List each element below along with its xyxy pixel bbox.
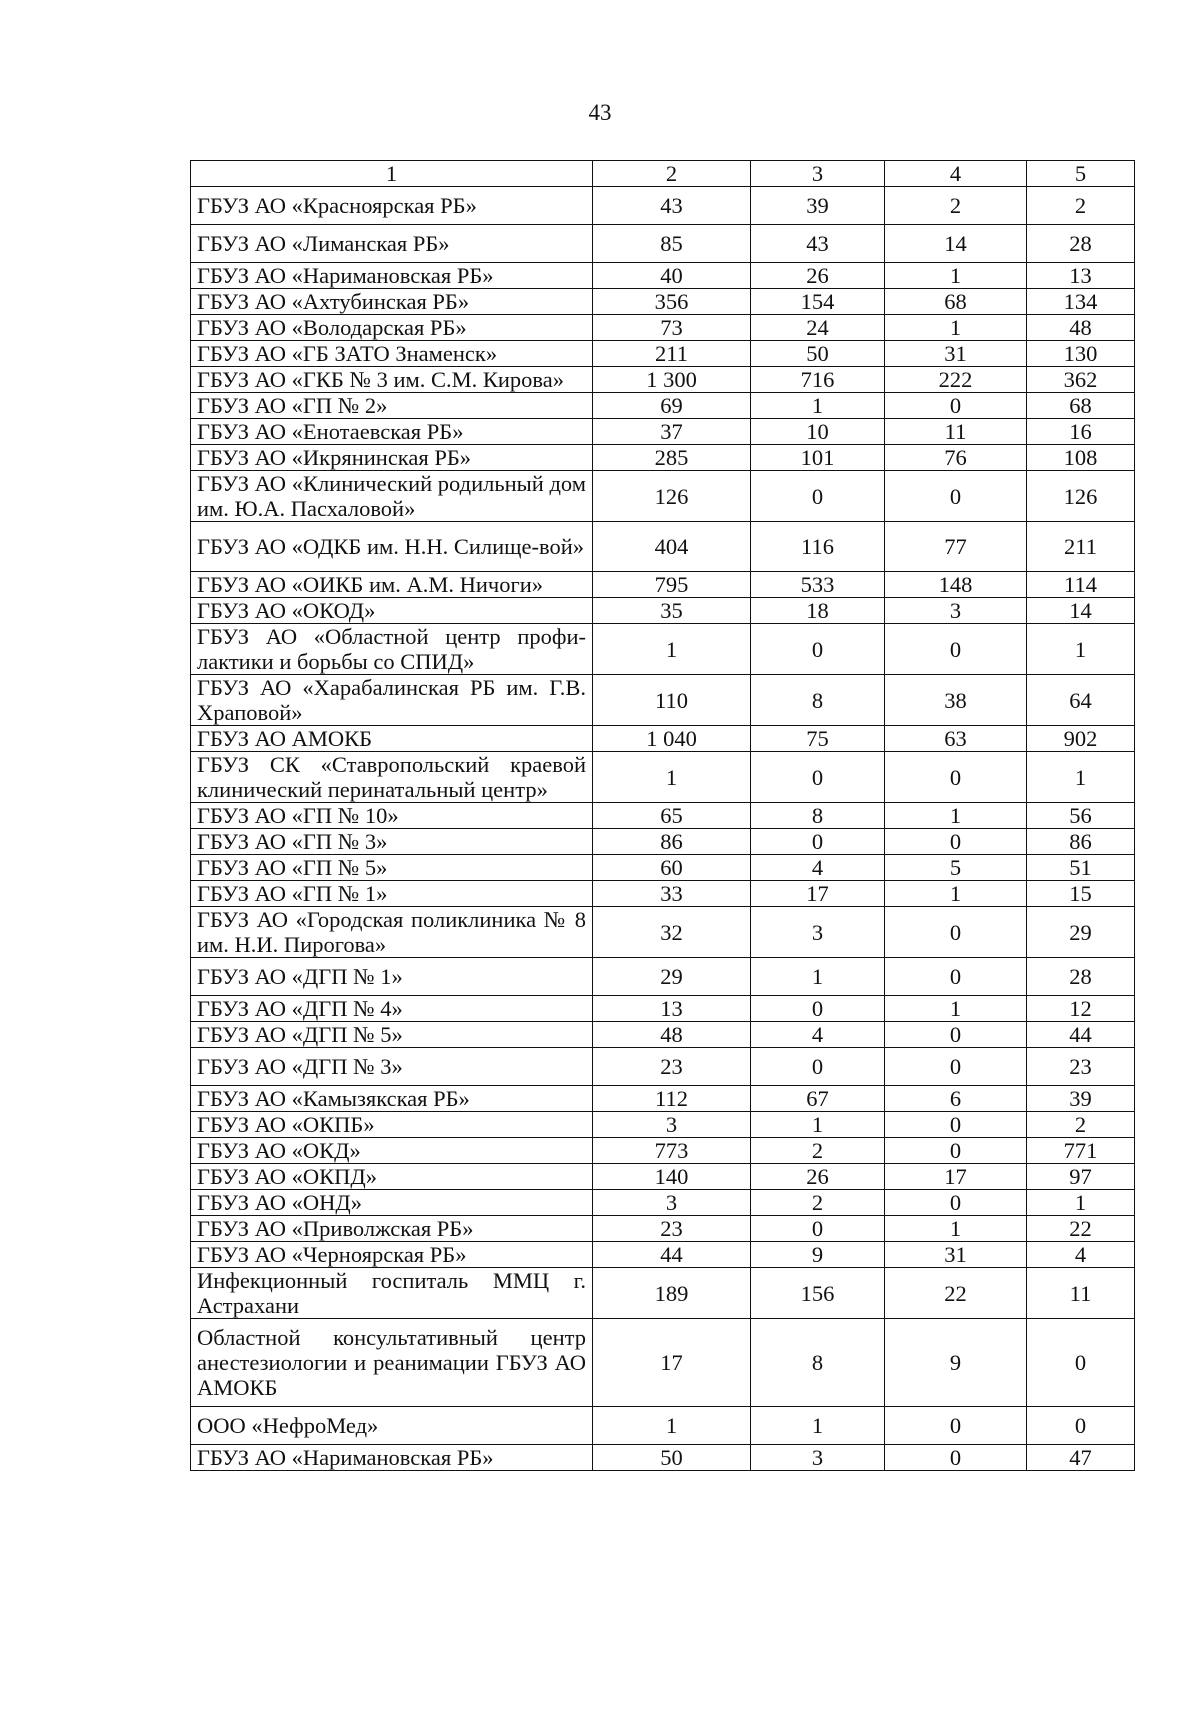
value-cell-5: 114 <box>1027 572 1135 598</box>
value-cell-3: 533 <box>751 572 885 598</box>
name-cell: ГБУЗ АО «ДГП № 3» <box>191 1048 593 1086</box>
name-cell: ГБУЗ АО «ОКД» <box>191 1138 593 1164</box>
name-cell: ГБУЗ АО «ОДКБ им. Н.Н. Силище-вой» <box>191 522 593 572</box>
value-cell-5: 16 <box>1027 419 1135 445</box>
value-cell-2: 140 <box>593 1164 751 1190</box>
value-cell-2: 29 <box>593 958 751 996</box>
value-cell-3: 101 <box>751 445 885 471</box>
value-cell-5: 15 <box>1027 881 1135 907</box>
value-cell-2: 1 040 <box>593 726 751 752</box>
value-cell-2: 404 <box>593 522 751 572</box>
value-cell-2: 35 <box>593 598 751 624</box>
value-cell-2: 189 <box>593 1268 751 1319</box>
value-cell-2: 795 <box>593 572 751 598</box>
table-row <box>191 1112 1135 1138</box>
name-cell: ГБУЗ АО «ДГП № 4» <box>191 996 593 1022</box>
value-cell-5: 68 <box>1027 393 1135 419</box>
table-row <box>191 572 1135 598</box>
value-cell-4: 76 <box>885 445 1027 471</box>
value-cell-5: 2 <box>1027 1112 1135 1138</box>
table-row <box>191 1164 1135 1190</box>
value-cell-3: 3 <box>751 907 885 958</box>
value-cell-2: 13 <box>593 996 751 1022</box>
value-cell-5: 1 <box>1027 752 1135 803</box>
value-cell-4: 22 <box>885 1268 1027 1319</box>
table-row <box>191 624 1135 675</box>
table-row <box>191 1048 1135 1086</box>
table-row <box>191 187 1135 225</box>
name-cell: ГБУЗ СК «Ставропольский краевой клинический перинатальный центр» <box>191 752 593 803</box>
value-cell-2: 65 <box>593 803 751 829</box>
value-cell-3: 1 <box>751 393 885 419</box>
table-row <box>191 598 1135 624</box>
table-row <box>191 445 1135 471</box>
value-cell-2: 356 <box>593 289 751 315</box>
value-cell-4: 0 <box>885 471 1027 522</box>
table-row <box>191 1268 1135 1319</box>
value-cell-5: 108 <box>1027 445 1135 471</box>
value-cell-4: 0 <box>885 1190 1027 1216</box>
value-cell-4: 1 <box>885 803 1027 829</box>
value-cell-5: 56 <box>1027 803 1135 829</box>
value-cell-2: 1 300 <box>593 367 751 393</box>
value-cell-5: 0 <box>1027 1407 1135 1445</box>
value-cell-2: 86 <box>593 829 751 855</box>
report-table <box>190 160 1135 1471</box>
value-cell-3: 17 <box>751 881 885 907</box>
table-row <box>191 1086 1135 1112</box>
name-cell: ГБУЗ АО «Харабалинская РБ им. Г.В. Храповой» <box>191 675 593 726</box>
table-row <box>191 341 1135 367</box>
table-row <box>191 958 1135 996</box>
table-row <box>191 1216 1135 1242</box>
value-cell-4: 0 <box>885 1022 1027 1048</box>
name-cell: ГБУЗ АО «ГП № 5» <box>191 855 593 881</box>
value-cell-4: 1 <box>885 996 1027 1022</box>
table-row <box>191 855 1135 881</box>
page-number: 43 <box>588 100 612 125</box>
name-cell: Инфекционный госпиталь ММЦ г. Астрахани <box>191 1268 593 1319</box>
name-cell: ГБУЗ АО «Городская поликлиника № 8 им. Н.И. Пирогова» <box>191 907 593 958</box>
value-cell-2: 43 <box>593 187 751 225</box>
table-row <box>191 367 1135 393</box>
value-cell-4: 0 <box>885 958 1027 996</box>
table-row <box>191 803 1135 829</box>
value-cell-3: 8 <box>751 675 885 726</box>
value-cell-2: 44 <box>593 1242 751 1268</box>
value-cell-3: 4 <box>751 855 885 881</box>
value-cell-4: 9 <box>885 1319 1027 1407</box>
value-cell-5: 130 <box>1027 341 1135 367</box>
value-cell-2: 69 <box>593 393 751 419</box>
name-cell: ГБУЗ АО «ОНД» <box>191 1190 593 1216</box>
value-cell-4: 31 <box>885 1242 1027 1268</box>
value-cell-2: 32 <box>593 907 751 958</box>
table-row <box>191 1242 1135 1268</box>
value-cell-3: 2 <box>751 1190 885 1216</box>
value-cell-3: 50 <box>751 341 885 367</box>
value-cell-5: 2 <box>1027 187 1135 225</box>
column-header-3: 3 <box>751 161 885 187</box>
value-cell-2: 126 <box>593 471 751 522</box>
value-cell-4: 0 <box>885 1112 1027 1138</box>
value-cell-3: 716 <box>751 367 885 393</box>
name-cell: ГБУЗ АО «Енотаевская РБ» <box>191 419 593 445</box>
value-cell-4: 148 <box>885 572 1027 598</box>
value-cell-4: 0 <box>885 624 1027 675</box>
value-cell-2: 285 <box>593 445 751 471</box>
value-cell-5: 28 <box>1027 958 1135 996</box>
value-cell-2: 3 <box>593 1112 751 1138</box>
value-cell-5: 1 <box>1027 624 1135 675</box>
table-row <box>191 829 1135 855</box>
value-cell-5: 22 <box>1027 1216 1135 1242</box>
value-cell-5: 0 <box>1027 1319 1135 1407</box>
name-cell: ГБУЗ АО «Икрянинская РБ» <box>191 445 593 471</box>
name-cell: ГБУЗ АО «ГП № 2» <box>191 393 593 419</box>
name-cell: ГБУЗ АО «ОКОД» <box>191 598 593 624</box>
value-cell-4: 1 <box>885 263 1027 289</box>
name-cell: ГБУЗ АО «ГКБ № 3 им. С.М. Кирова» <box>191 367 593 393</box>
name-cell: ГБУЗ АО «Приволжская РБ» <box>191 1216 593 1242</box>
name-cell: ГБУЗ АО «Ахтубинская РБ» <box>191 289 593 315</box>
value-cell-2: 1 <box>593 1407 751 1445</box>
value-cell-4: 0 <box>885 1138 1027 1164</box>
value-cell-3: 9 <box>751 1242 885 1268</box>
table-row <box>191 996 1135 1022</box>
value-cell-3: 0 <box>751 471 885 522</box>
value-cell-2: 33 <box>593 881 751 907</box>
value-cell-3: 0 <box>751 624 885 675</box>
value-cell-2: 17 <box>593 1319 751 1407</box>
value-cell-3: 10 <box>751 419 885 445</box>
value-cell-5: 211 <box>1027 522 1135 572</box>
value-cell-4: 11 <box>885 419 1027 445</box>
name-cell: ГБУЗ АО «ГБ ЗАТО Знаменск» <box>191 341 593 367</box>
value-cell-4: 222 <box>885 367 1027 393</box>
table-row <box>191 907 1135 958</box>
value-cell-3: 26 <box>751 263 885 289</box>
value-cell-4: 0 <box>885 393 1027 419</box>
name-cell: ГБУЗ АО «ОКПД» <box>191 1164 593 1190</box>
column-header-5: 5 <box>1027 161 1135 187</box>
value-cell-3: 43 <box>751 225 885 263</box>
value-cell-2: 110 <box>593 675 751 726</box>
value-cell-2: 773 <box>593 1138 751 1164</box>
table-row <box>191 881 1135 907</box>
value-cell-5: 4 <box>1027 1242 1135 1268</box>
table-row <box>191 752 1135 803</box>
value-cell-3: 18 <box>751 598 885 624</box>
value-cell-4: 1 <box>885 1216 1027 1242</box>
value-cell-5: 48 <box>1027 315 1135 341</box>
name-cell: ГБУЗ АО «ГП № 10» <box>191 803 593 829</box>
name-cell: ГБУЗ АО «Камызякская РБ» <box>191 1086 593 1112</box>
value-cell-2: 85 <box>593 225 751 263</box>
value-cell-3: 67 <box>751 1086 885 1112</box>
value-cell-4: 63 <box>885 726 1027 752</box>
name-cell: ГБУЗ АО «ОИКБ им. А.М. Ничоги» <box>191 572 593 598</box>
value-cell-2: 48 <box>593 1022 751 1048</box>
name-cell: ГБУЗ АО «Областной центр профи-лактики и борьбы со СПИД» <box>191 624 593 675</box>
value-cell-4: 17 <box>885 1164 1027 1190</box>
column-header-2: 2 <box>593 161 751 187</box>
name-cell: ГБУЗ АО «ДГП № 5» <box>191 1022 593 1048</box>
value-cell-4: 31 <box>885 341 1027 367</box>
value-cell-5: 39 <box>1027 1086 1135 1112</box>
name-cell: ГБУЗ АО «Наримановская РБ» <box>191 263 593 289</box>
name-cell: ГБУЗ АО «Володарская РБ» <box>191 315 593 341</box>
value-cell-2: 37 <box>593 419 751 445</box>
table-row <box>191 1407 1135 1445</box>
value-cell-3: 0 <box>751 1048 885 1086</box>
value-cell-2: 73 <box>593 315 751 341</box>
table-row <box>191 1319 1135 1407</box>
value-cell-3: 0 <box>751 996 885 1022</box>
value-cell-3: 116 <box>751 522 885 572</box>
value-cell-4: 38 <box>885 675 1027 726</box>
value-cell-4: 14 <box>885 225 1027 263</box>
value-cell-2: 112 <box>593 1086 751 1112</box>
value-cell-2: 1 <box>593 624 751 675</box>
column-header-1: 1 <box>191 161 593 187</box>
header-row <box>191 161 1135 187</box>
value-cell-5: 362 <box>1027 367 1135 393</box>
value-cell-5: 28 <box>1027 225 1135 263</box>
column-header-4: 4 <box>885 161 1027 187</box>
value-cell-3: 0 <box>751 1216 885 1242</box>
value-cell-5: 29 <box>1027 907 1135 958</box>
table-row <box>191 1190 1135 1216</box>
value-cell-5: 51 <box>1027 855 1135 881</box>
value-cell-3: 1 <box>751 1112 885 1138</box>
name-cell: ГБУЗ АО «ОКПБ» <box>191 1112 593 1138</box>
table-row <box>191 289 1135 315</box>
value-cell-3: 1 <box>751 1407 885 1445</box>
value-cell-4: 3 <box>885 598 1027 624</box>
name-cell: ГБУЗ АО АМОКБ <box>191 726 593 752</box>
value-cell-5: 64 <box>1027 675 1135 726</box>
value-cell-4: 0 <box>885 907 1027 958</box>
value-cell-4: 0 <box>885 752 1027 803</box>
name-cell: ГБУЗ АО «Клинический родильный дом им. Ю.А. Пасхаловой» <box>191 471 593 522</box>
name-cell: ГБУЗ АО «ГП № 3» <box>191 829 593 855</box>
name-cell: ГБУЗ АО «Наримановская РБ» <box>191 1445 593 1471</box>
value-cell-4: 1 <box>885 881 1027 907</box>
table-row <box>191 1022 1135 1048</box>
name-cell: ГБУЗ АО «ДГП № 1» <box>191 958 593 996</box>
value-cell-4: 0 <box>885 829 1027 855</box>
value-cell-5: 1 <box>1027 1190 1135 1216</box>
value-cell-5: 902 <box>1027 726 1135 752</box>
name-cell: Областной консультативный центр анестезиологии и реанимации ГБУЗ АО АМОКБ <box>191 1319 593 1407</box>
value-cell-3: 2 <box>751 1138 885 1164</box>
value-cell-4: 0 <box>885 1048 1027 1086</box>
table-row <box>191 726 1135 752</box>
value-cell-5: 97 <box>1027 1164 1135 1190</box>
value-cell-2: 1 <box>593 752 751 803</box>
value-cell-5: 14 <box>1027 598 1135 624</box>
table-row <box>191 1445 1135 1471</box>
value-cell-5: 12 <box>1027 996 1135 1022</box>
table-row <box>191 1138 1135 1164</box>
value-cell-3: 4 <box>751 1022 885 1048</box>
value-cell-3: 8 <box>751 1319 885 1407</box>
table-row <box>191 471 1135 522</box>
value-cell-4: 2 <box>885 187 1027 225</box>
value-cell-3: 24 <box>751 315 885 341</box>
value-cell-2: 50 <box>593 1445 751 1471</box>
name-cell: ГБУЗ АО «ГП № 1» <box>191 881 593 907</box>
table-row <box>191 419 1135 445</box>
value-cell-4: 5 <box>885 855 1027 881</box>
value-cell-5: 86 <box>1027 829 1135 855</box>
value-cell-2: 23 <box>593 1216 751 1242</box>
value-cell-4: 6 <box>885 1086 1027 1112</box>
value-cell-3: 0 <box>751 752 885 803</box>
value-cell-5: 23 <box>1027 1048 1135 1086</box>
value-cell-4: 68 <box>885 289 1027 315</box>
table-row <box>191 522 1135 572</box>
value-cell-5: 44 <box>1027 1022 1135 1048</box>
name-cell: ООО «НефроМед» <box>191 1407 593 1445</box>
value-cell-3: 0 <box>751 829 885 855</box>
table-row <box>191 675 1135 726</box>
value-cell-3: 156 <box>751 1268 885 1319</box>
value-cell-3: 154 <box>751 289 885 315</box>
value-cell-5: 11 <box>1027 1268 1135 1319</box>
value-cell-2: 211 <box>593 341 751 367</box>
value-cell-5: 126 <box>1027 471 1135 522</box>
table-row <box>191 225 1135 263</box>
value-cell-5: 134 <box>1027 289 1135 315</box>
value-cell-3: 26 <box>751 1164 885 1190</box>
name-cell: ГБУЗ АО «Красноярская РБ» <box>191 187 593 225</box>
value-cell-2: 3 <box>593 1190 751 1216</box>
table-row <box>191 315 1135 341</box>
name-cell: ГБУЗ АО «Лиманская РБ» <box>191 225 593 263</box>
value-cell-4: 77 <box>885 522 1027 572</box>
value-cell-5: 47 <box>1027 1445 1135 1471</box>
value-cell-3: 39 <box>751 187 885 225</box>
value-cell-3: 75 <box>751 726 885 752</box>
value-cell-2: 60 <box>593 855 751 881</box>
value-cell-2: 23 <box>593 1048 751 1086</box>
value-cell-5: 771 <box>1027 1138 1135 1164</box>
value-cell-4: 0 <box>885 1407 1027 1445</box>
value-cell-5: 13 <box>1027 263 1135 289</box>
value-cell-4: 0 <box>885 1445 1027 1471</box>
table-row <box>191 393 1135 419</box>
value-cell-3: 8 <box>751 803 885 829</box>
value-cell-3: 1 <box>751 958 885 996</box>
value-cell-3: 3 <box>751 1445 885 1471</box>
value-cell-4: 1 <box>885 315 1027 341</box>
value-cell-2: 40 <box>593 263 751 289</box>
name-cell: ГБУЗ АО «Черноярская РБ» <box>191 1242 593 1268</box>
table-row <box>191 263 1135 289</box>
